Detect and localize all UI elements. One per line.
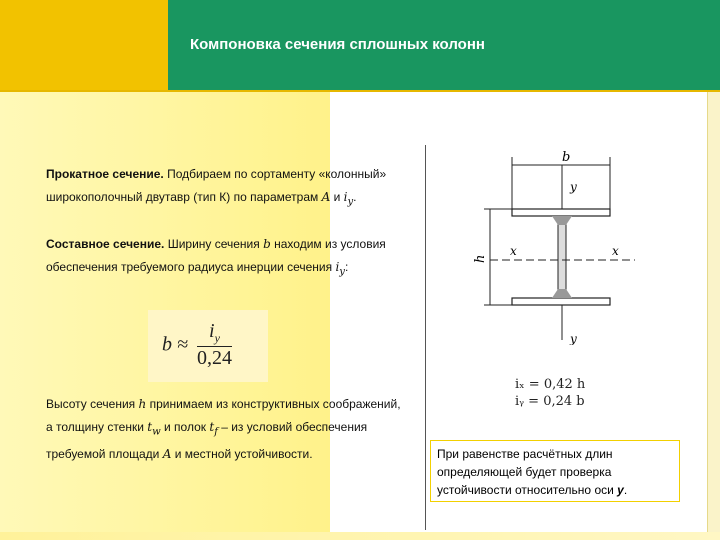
ratio-y: iᵧ = 0,24 b (515, 394, 585, 409)
rolled-section-text: Подбираем по сортаменту «колонный» широкополочный двутавр (тип К) по параметрам (46, 167, 387, 204)
bottom-weld (552, 289, 572, 298)
top-flange (512, 209, 610, 216)
label-x-left: x (510, 244, 517, 258)
note-axis: y (617, 483, 624, 497)
height-text1: Высоту сечения (46, 397, 139, 411)
web (558, 216, 566, 298)
label-y-bottom: y (570, 332, 577, 345)
var-tw: t (147, 420, 153, 434)
colon: : (344, 260, 349, 274)
height-text4: – из условий обеспечения требуемой площади (46, 420, 368, 462)
var-iy: i (343, 190, 348, 204)
page-title: Компоновка сечения сплошных колонн (190, 36, 485, 53)
period: . (353, 190, 357, 204)
width-formula (162, 320, 232, 370)
height-text5: и местной устойчивости. (171, 447, 313, 462)
height-paragraph (46, 393, 406, 466)
var-tf: t (209, 420, 215, 434)
var-b: b (263, 237, 271, 251)
formula-left: b ≈ (162, 333, 188, 356)
height-text3: и полок (160, 420, 210, 434)
formula-denominator: 0,24 (196, 347, 232, 369)
stability-note (430, 440, 680, 502)
label-b: b (562, 150, 571, 165)
built-up-text2: находим из условия обеспечения требуемого радиуса инерции сечения (46, 237, 386, 274)
top-weld (552, 216, 572, 225)
header-divider (0, 90, 720, 92)
ratio-x: iₓ = 0,42 h (515, 377, 586, 392)
var-iy2-sub: y (339, 266, 345, 278)
label-h: h (473, 254, 488, 263)
built-up-section-paragraph (46, 233, 406, 283)
var-h: h (138, 397, 147, 411)
var-A: A (321, 190, 331, 204)
built-up-text: Ширину сечения (164, 237, 264, 251)
right-scroll-strip (707, 92, 720, 540)
formula-num-i: i (209, 320, 215, 342)
built-up-section-title: Составное сечение. (46, 237, 165, 251)
label-x-right: x (612, 244, 619, 258)
radius-ratios (515, 376, 585, 410)
var-A2: A (162, 447, 172, 462)
rolled-section-title: Прокатное сечение. (46, 167, 164, 181)
divider-line (425, 145, 426, 530)
var-tw-sub: w (152, 426, 161, 438)
formula-num-sub: y (214, 331, 220, 345)
formula-numerator (197, 320, 232, 347)
var-iy2: i (335, 260, 340, 274)
note-end: . (623, 483, 628, 497)
label-y-top: y (570, 180, 577, 194)
var-tf-sub: f (214, 426, 218, 438)
formula-fraction (197, 320, 232, 370)
var-iy-sub: y (347, 196, 354, 208)
header-accent-block (0, 0, 168, 90)
bottom-flange (512, 298, 610, 305)
rolled-section-paragraph (46, 163, 406, 213)
height-text2: принимаем из конструктивных соображений, а толщину стенки (46, 397, 401, 434)
note-text: При равенстве расчётных длин определяющей будет проверка устойчивости относительно оси (437, 447, 618, 497)
and-text: и (330, 190, 344, 204)
bottom-strip (0, 532, 720, 540)
i-beam-diagram (470, 145, 645, 345)
